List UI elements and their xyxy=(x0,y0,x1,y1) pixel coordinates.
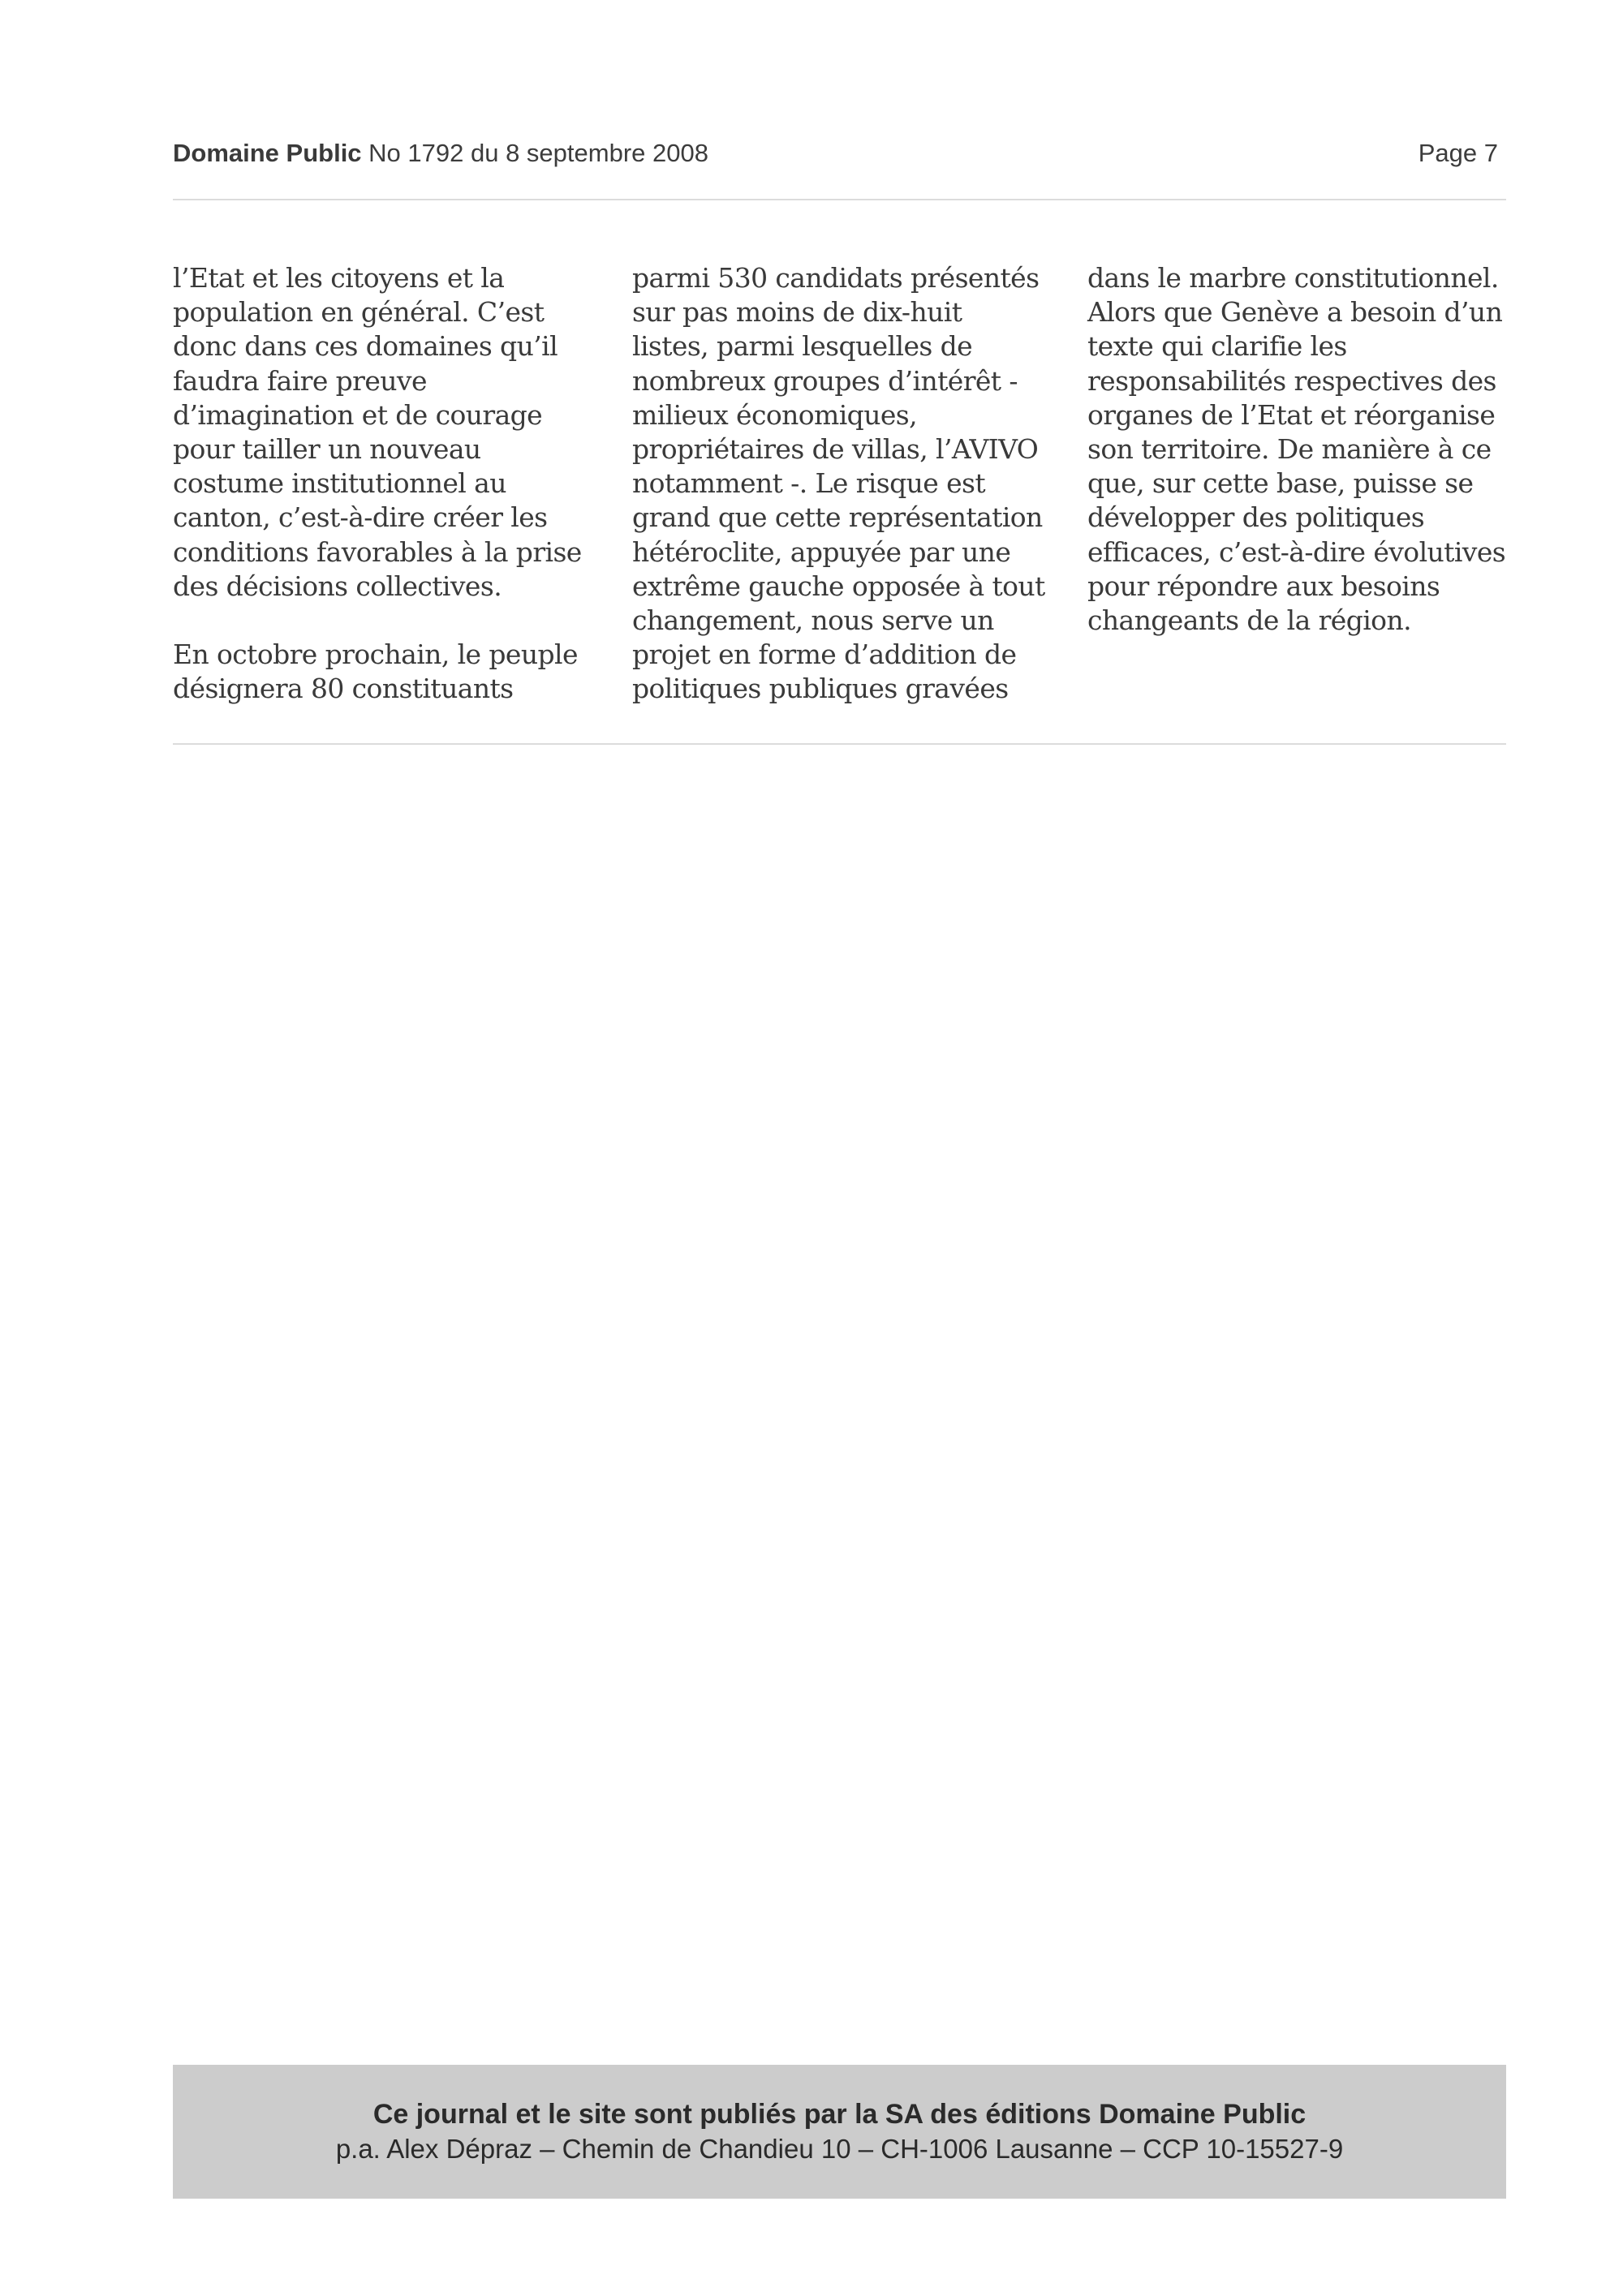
article-paragraph: l’Etat et les citoyens et la population en général. C’est donc dans ces domaines qu’il faudra faire preuve d’imagination et de courage pour tailler un nouveau costume institutionnel au canton, c’est-à-dire créer les conditions favorables à la prise des décisions collectives. xyxy=(173,262,582,602)
issue-info: No 1792 du 8 septembre 2008 xyxy=(368,139,708,167)
page-header xyxy=(173,133,1504,174)
header-divider xyxy=(173,199,1506,200)
footer-address-line: p.a. Alex Dépraz – Chemin de Chandieu 10 – CH-1006 Lausanne – CCP 10-15527-9 xyxy=(335,2134,1344,2164)
article-column-3 xyxy=(1087,261,1509,638)
article-paragraph: parmi 530 candidats présentés sur pas moins de dix-huit listes, parmi lesquelles de nombreux groupes d’intérêt - milieux économiques, propriétaires de villas, l’AVIVO notamment -. Le risque est grand que cette représentation hétéroclite, appuyée par une extrême gauche opposée à tout changement, nous serve un projet en forme d’addition de politiques publiques gravées xyxy=(632,262,1045,705)
publication-name: Domaine Public xyxy=(173,139,362,167)
article-column-2 xyxy=(632,261,1054,707)
footer-publisher-line: Ce journal et le site sont publiés par la SA des éditions Domaine Public xyxy=(372,2099,1307,2130)
publisher-footer xyxy=(173,2065,1506,2199)
article-column-1 xyxy=(173,261,595,706)
article-paragraph: En octobre prochain, le peuple désignera 80 constituants xyxy=(173,638,578,705)
page-number: Page 7 xyxy=(1418,139,1498,167)
article-paragraph: dans le marbre constitutionnel. Alors que Genève a besoin d’un texte qui clarifie les responsabilités respectives des organes de l’Etat et réorganise son territoire. De manière à ce que, sur cette base, puisse se développer des politiques efficaces, c’est-à-dire évolutives pour répondre aux besoins changeants de la région. xyxy=(1087,262,1506,637)
article-body xyxy=(173,261,1506,716)
article-end-divider xyxy=(173,743,1506,745)
